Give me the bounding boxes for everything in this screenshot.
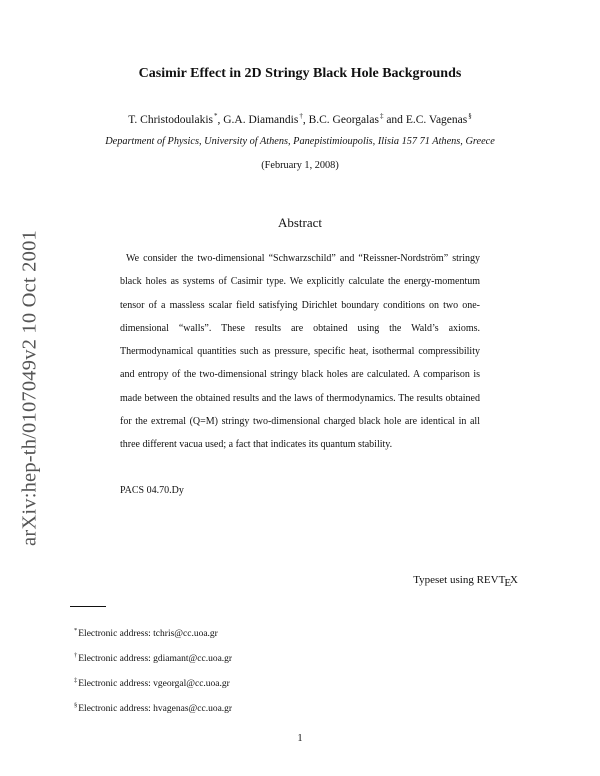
tex-t: T (498, 574, 506, 586)
footnote (74, 652, 232, 664)
footnote-marker: † (299, 112, 303, 120)
email-address: gdiamant@cc.uoa.gr (153, 654, 233, 664)
author-conjunction: and (383, 114, 406, 126)
footnote-marker: ‡ (74, 677, 78, 684)
footnote-marker: § (74, 702, 78, 709)
footnote-marker: † (74, 652, 78, 659)
footnote-label: Electronic address: (78, 704, 154, 714)
abstract-body: We consider the two-dimensional “Schwarzschild” and “Reissner-Nordström” stringy black holes as systems of Casimir type. We explicitly calculate the energy-momentum tensor of a massless scalar field satisfying Dirichlet boundary conditions on two one-dimensional “walls”. These results are obtained using the Wald’s axioms. Thermodynamical quantities such as pressure, specific heat, isothermal compressibility and entropy of the two-dimensional stringy black holes are calculated. A comparison is made between the obtained results and the laws of thermodynamics. The results obtained for the extremal (Q=M) stringy two-dimensional charged black hole are identical in all three different vacua used; a fact that indicates its quantum stability. (120, 253, 480, 451)
arxiv-identifier-stamp: arXiv:hep-th/0107049v2 10 Oct 2001 (18, 230, 41, 546)
abstract-heading: Abstract (277, 215, 323, 230)
typeset-note (413, 574, 518, 589)
author-separator: , (217, 114, 224, 126)
affiliation: Department of Physics, University of Athens, Panepistimioupolis, Ilisia 157 71 Athens, Greece (105, 136, 495, 147)
author-name: G.A. Diamandis (223, 114, 299, 126)
footnote-label: Electronic address: (78, 654, 154, 664)
footnote (74, 702, 232, 714)
footnote-rule (70, 606, 106, 607)
footnote (74, 677, 230, 689)
typeset-prefix: Typeset using REV (413, 574, 499, 586)
footnote-marker: § (468, 112, 472, 120)
page-number: 1 (297, 733, 303, 744)
paper-title: Casimir Effect in 2D Stringy Black Hole Backgrounds (138, 66, 462, 81)
email-address: hvagenas@cc.uoa.gr (153, 704, 233, 714)
footnote-marker: * (214, 112, 218, 120)
author-list (0, 112, 600, 126)
author-name: B.C. Georgalas (308, 114, 379, 126)
tex-x: X (510, 574, 518, 586)
author-separator: , (302, 114, 309, 126)
footnote (74, 627, 218, 639)
footnote-label: Electronic address: (78, 629, 154, 639)
email-address: vgeorgal@cc.uoa.gr (153, 679, 230, 689)
pacs-code: PACS 04.70.Dy (120, 485, 184, 496)
footnote-marker: ‡ (379, 112, 384, 120)
author-name: E.C. Vagenas (405, 114, 468, 126)
author-name: T. Christodoulakis (128, 114, 213, 126)
footnote-marker: * (74, 627, 78, 634)
footnote-label: Electronic address: (78, 679, 154, 689)
email-address: tchris@cc.uoa.gr (153, 629, 218, 639)
date: (February 1, 2008) (261, 160, 339, 171)
tex-e: E (504, 577, 512, 589)
